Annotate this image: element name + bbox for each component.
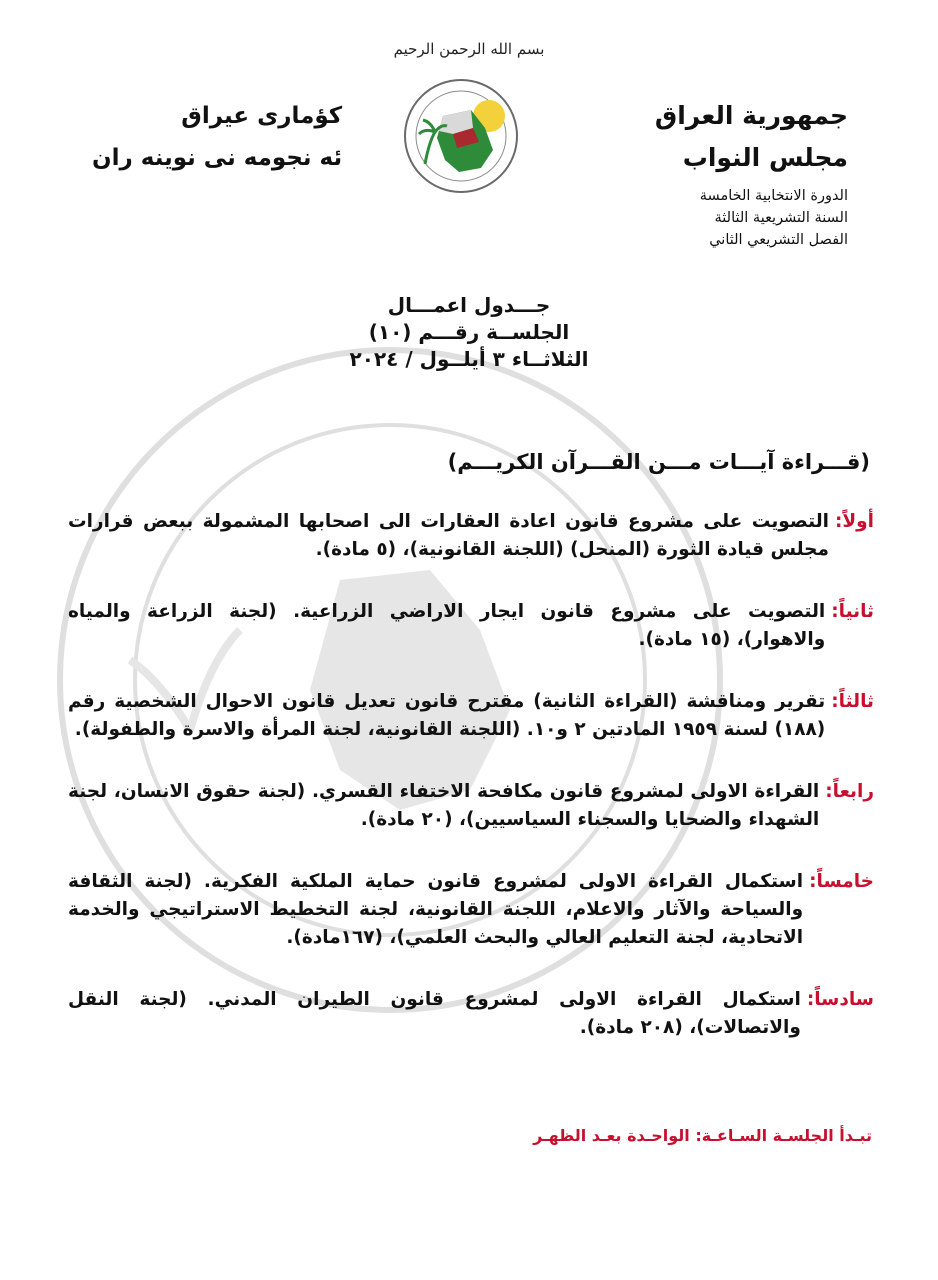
- item-label: أولاً:: [834, 511, 874, 532]
- session-info: [655, 185, 848, 251]
- item-label: سادساً:: [806, 989, 874, 1010]
- item-text: استكمال القراءة الاولى لمشروع قانون الطيران المدني. (لجنة النقل والاتصالات)، (٢٠٨ مادة).: [68, 989, 801, 1038]
- legislative-term: الفصل التشريعي الثاني: [709, 232, 848, 248]
- agenda-item: [68, 688, 874, 744]
- council-name-kurdish: ئه نجومه نى نوينه ران: [92, 145, 343, 171]
- agenda-item: [68, 508, 874, 564]
- agenda-item: [68, 986, 874, 1042]
- item-text: تقرير ومناقشة (القراءة الثانية) مقترح قانون تعديل قانون الاحوال الشخصية رقم (١٨٨) لسنة ١٩٥٩ المادتين ٢ و١٠. (اللجنة القانونية، لجنة المرأة والاسرة والطفولة).: [68, 691, 826, 740]
- item-text: التصويت على مشروع قانون ايجار الاراضي الزراعية. (لجنة الزراعة والمياه والاهوار)، (١٥ مادة).: [68, 601, 826, 650]
- session-start-time: تبـدأ الجلسـة السـاعـة: الواحـدة بعـد الظهـر: [533, 1126, 872, 1145]
- council-name: مجلس النواب: [682, 143, 848, 172]
- agenda-title: [0, 292, 938, 373]
- basmala: بسم الله الرحمن الرحيم: [393, 40, 545, 58]
- agenda-item: [68, 868, 874, 952]
- session-number: الجلســة رقـــم (١٠): [368, 320, 570, 344]
- item-text: القراءة الاولى لمشروع قانون مكافحة الاختفاء القسري. (لجنة حقوق الانسان، لجنة الشهداء والضحايا والسجناء السياسيين)، (٢٠ مادة).: [68, 781, 820, 830]
- session-date: الثلاثــاء ٣ أيلــول / ٢٠٢٤: [349, 347, 589, 371]
- header-left-kurdish: [92, 95, 342, 179]
- item-label: ثالثاً:: [831, 691, 874, 712]
- quran-reading-line: (قـــراءة آيـــات مـــن القـــرآن الكريـــم): [447, 450, 870, 474]
- item-text: استكمال القراءة الاولى لمشروع قانون حماية الملكية الفكرية. (لجنة الثقافة والسياحة والآثار والاعلام، اللجنة القانونية، لجنة التخطيط الاستراتيجي والخدمة الاتحادية، لجنة التعليم العالي والبحث العلمي)، (١٦٧مادة).: [68, 871, 804, 948]
- agenda-item: [68, 598, 874, 654]
- agenda-items: [68, 508, 874, 1076]
- parliament-emblem: [401, 76, 521, 196]
- electoral-cycle: الدورة الانتخابية الخامسة: [699, 188, 848, 204]
- item-label: رابعاً:: [825, 781, 874, 802]
- legislative-year: السنة التشريعية الثالثة: [714, 210, 848, 226]
- item-text: التصويت على مشروع قانون اعادة العقارات الى اصحابها المشمولة ببعض قرارات مجلس قيادة الثورة (المنحل) (اللجنة القانونية)، (٥ مادة).: [68, 511, 829, 560]
- country-name-kurdish: كؤمارى عيراق: [181, 103, 343, 129]
- agenda-item: [68, 778, 874, 834]
- title-line: جـــدول اعمـــال: [387, 293, 551, 317]
- header-right: [655, 95, 848, 251]
- country-name: جمهورية العراق: [654, 101, 848, 130]
- item-label: خامساً:: [809, 871, 874, 892]
- item-label: ثانياً:: [831, 601, 874, 622]
